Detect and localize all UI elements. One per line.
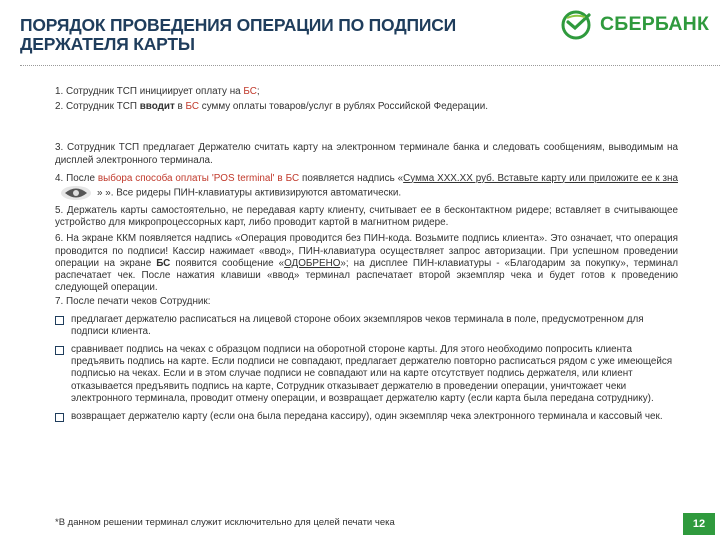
page-title — [20, 16, 540, 54]
logo-text: СБЕРБАНК — [600, 13, 710, 35]
title-line-1: ПОРЯДОК ПРОВЕДЕНИЯ ОПЕРАЦИИ ПО ПОДПИСИ — [20, 15, 457, 35]
step-7: 7. После печати чеков Сотрудник: — [55, 296, 211, 308]
step-6: 6. На экране ККМ появляется надпись «Операция проводится без ПИН-кода. Возьмите подпись клиента». Это означает, что операция проводится по подписи! Кассир нажимает «ввод», ПИН-клавиатура осуществляет запрос авторизации. При успешном проведении операции на экране БС появится сообщение «ОДОБРЕНО»; на дисплее ПИН-клавиатуры - «Благодарим за покупку», терминал распечатает чек. После нажатия клавиши «ввод» терминал распечатает второй экземпляр чека и будет готов к проведению следующей операции. — [55, 233, 679, 294]
list-item: возвращает держателю карту (если она была передана кассиру), один экземпляр чека электронного терминала и кассовый чек. — [55, 411, 678, 423]
step-5: 5. Держатель карты самостоятельно, не передавая карту клиенту, считывает ее в бесконтактном ридере; вставляет в считывающее устройство для микропроцессорных карт, либо проводит картой в магнитном ридере. — [55, 205, 678, 229]
sberbank-logo-icon — [560, 10, 594, 40]
checkbox-bullet-icon — [55, 316, 64, 325]
footnote: *В данном решении терминал служит исключительно для целей печати чека — [55, 517, 395, 528]
procedure-text — [55, 86, 678, 423]
contactless-eye-icon — [59, 185, 93, 201]
checkbox-bullet-icon — [55, 346, 64, 355]
sberbank-logo — [560, 10, 720, 40]
step-4: 4. После выбора способа оплаты 'POS terminal' в БС появляется надпись «Сумма ХХХ.ХХ руб. Вставьте карту или приложите ее к зна» ». Все ридеры ПИН-клавиатуры активизируются автоматически. — [55, 173, 678, 201]
step-2: 2. Сотрудник ТСП вводит в БС сумму оплаты товаров/услуг в рублях Российской Федерации. — [55, 101, 489, 113]
list-item: предлагает держателю расписаться на лицевой стороне обоих экземпляров чеков терминала в поле, предусмотренном для подписи клиента. — [55, 314, 678, 338]
title-line-2: ДЕРЖАТЕЛЯ КАРТЫ — [20, 34, 195, 54]
list-item: сравнивает подпись на чеках с образцом подписи на оборотной стороне карты. Для этого необходимо попросить клиента предъявить подпись на карте. Если подписи не совпадают, предлагает держателю повторно расписаться рядом с уже имеющейся подписью на чеках. Если и в этом случае подписи не совпадают или на карте отсутствует подпись держателя, или клиент отказывается предъявить подпись на карте, Сотрудник отказывает держателю в проведении операции, уничтожает чеки электронного терминала, проводит отмену операции, и возвращает держателю карту (если карта была передана сотруднику). — [55, 344, 678, 405]
checkbox-bullet-icon — [55, 413, 64, 422]
step-3: 3. Сотрудник ТСП предлагает Держателю считать карту на электронном терминале банка и следовать сообщениям, выводимым на дисплей электронного терминала. — [55, 142, 678, 166]
page-number-badge: 12 — [683, 513, 715, 535]
header-divider — [20, 65, 720, 66]
step-1: 1. Сотрудник ТСП инициирует оплату на БС; — [55, 86, 260, 97]
